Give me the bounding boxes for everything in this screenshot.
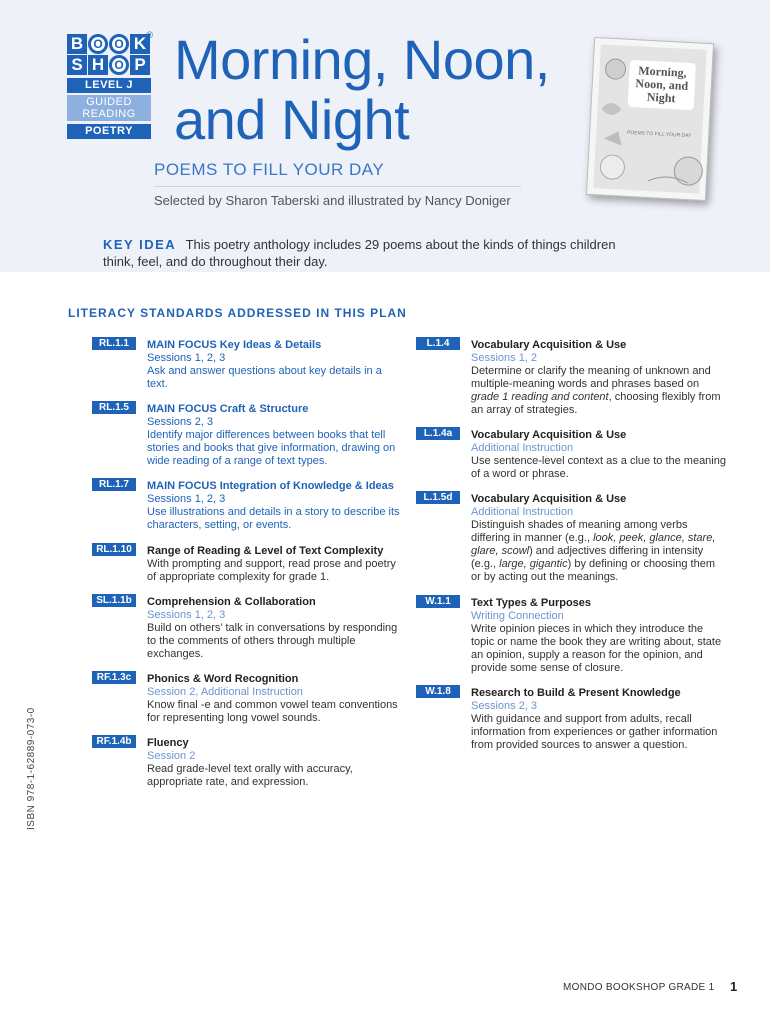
standard-code-badge: W.1.8 — [416, 685, 460, 698]
standard-session: Sessions 1, 2, 3 — [147, 609, 226, 621]
standard-session: Sessions 1, 2 — [471, 352, 538, 364]
title-line: Morning, Noon, — [174, 28, 550, 91]
standard-body — [471, 339, 726, 417]
logo-letter: P — [130, 55, 150, 75]
standard-code-badge: RL.1.1 — [92, 337, 136, 350]
level-label: LEVEL J — [67, 78, 151, 93]
standard-body — [471, 493, 726, 584]
standard-description: Use illustrations and details in a story to describe its characters, setting, or events. — [147, 506, 400, 531]
standard-session: Sessions 1, 2, 3 — [147, 352, 226, 364]
logo-letter: S — [67, 55, 87, 75]
standard-body — [147, 545, 402, 584]
standard-code-badge: SL.1.1b — [92, 594, 136, 607]
standard-body — [147, 339, 402, 391]
standard-title: MAIN FOCUS Key Ideas & Details — [147, 339, 322, 351]
logo-letter: O — [109, 34, 129, 54]
standard-body — [147, 673, 402, 725]
standard-session: Additional Instruction — [471, 442, 574, 454]
desc-text: Distinguish shades of meaning among verbs differing in manner (e.g., — [471, 519, 688, 544]
page-subtitle: POEMS TO FILL YOUR DAY — [154, 160, 385, 179]
standard-description: Build on others’ talk in conversations by responding to the comments of others through multiple exchanges. — [147, 622, 398, 660]
standard-title: MAIN FOCUS Integration of Knowledge & Ideas — [147, 480, 394, 492]
standard-description: With prompting and support, read prose and poetry of appropriate complexity for grade 1. — [147, 558, 396, 583]
desc-text: ) and adjectives differing in intensity (e.g., — [471, 545, 704, 570]
desc-example: large, gigantic — [499, 558, 568, 570]
standard-title: MAIN FOCUS Craft & Structure — [147, 403, 309, 415]
standard-title: Range of Reading & Level of Text Complexity — [147, 545, 384, 557]
standard-title: Comprehension & Collaboration — [147, 596, 316, 608]
cover-title: Morning, Noon, and Night — [628, 60, 696, 110]
standard-description: Use sentence-level context as a clue to the meaning of a word or phrase. — [471, 455, 726, 480]
standard-title: Phonics & Word Recognition — [147, 673, 299, 685]
logo-letter: O — [88, 34, 108, 54]
desc-example: grade 1 reading and content — [471, 391, 609, 403]
desc-text: , choosing flexibly from an array of strategies. — [471, 391, 721, 416]
standard-description — [471, 365, 726, 417]
standard-body — [471, 429, 726, 481]
standard-code-badge: RF.1.3c — [92, 671, 136, 684]
standard-body — [147, 737, 402, 789]
standard-body — [147, 480, 402, 532]
standard-code-badge: RL.1.10 — [92, 543, 136, 556]
standard-description: Read grade-level text orally with accuracy, appropriate rate, and expression. — [147, 763, 353, 788]
page-title — [174, 30, 550, 150]
logo-letter: H — [88, 55, 108, 75]
standard-title: Research to Build & Present Knowledge — [471, 687, 681, 699]
bookshop-logo — [67, 30, 153, 139]
standard-code-badge: RL.1.7 — [92, 478, 136, 491]
logo-letter: B — [67, 34, 87, 54]
standard-session: Sessions 1, 2, 3 — [147, 493, 226, 505]
standard-title: Fluency — [147, 737, 189, 749]
logo-letter: O — [109, 55, 129, 75]
key-idea — [103, 236, 643, 270]
standard-description: Identify major differences between books that tell stories and books that give information, drawing on wide reading of a range of text types. — [147, 429, 396, 467]
byline: Selected by Sharon Taberski and illustrated by Nancy Doniger — [154, 193, 511, 208]
standard-code-badge: W.1.1 — [416, 595, 460, 608]
logo-word-shop — [67, 55, 151, 75]
reading-text: READING — [82, 108, 136, 120]
key-idea-label: KEY IDEA — [103, 237, 177, 252]
standard-session: Session 2 — [147, 750, 196, 762]
standard-title: Vocabulary Acquisition & Use — [471, 339, 627, 351]
logo-word-book — [67, 34, 151, 54]
standard-code-badge: L.1.4 — [416, 337, 460, 350]
standard-body — [147, 596, 402, 661]
standard-session: Additional Instruction — [471, 506, 574, 518]
standard-session: Sessions 2, 3 — [147, 416, 214, 428]
page-number: 1 — [730, 979, 738, 994]
standard-description: With guidance and support from adults, recall information from experiences or gather information from provided sources to answer a question. — [471, 713, 718, 751]
genre-label: POETRY — [67, 124, 151, 139]
standard-description: Know final -e and common vowel team conventions for representing long vowel sounds. — [147, 699, 398, 724]
standard-title: Vocabulary Acquisition & Use — [471, 429, 627, 441]
desc-text: Determine or clarify the meaning of unknown and multiple-meaning words and phrases based on — [471, 365, 711, 390]
footer-text: MONDO BOOKSHOP GRADE 1 — [563, 982, 715, 993]
logo-letter: K — [130, 34, 150, 54]
isbn-number: ISBN 978-1-62889-073-0 — [26, 707, 37, 830]
standard-title: Vocabulary Acquisition & Use — [471, 493, 627, 505]
desc-example: look, peek, glance, stare, glare, scowl — [471, 532, 716, 557]
standard-code-badge: RF.1.4b — [92, 735, 136, 748]
standard-description: Ask and answer questions about key details in a text. — [147, 365, 382, 390]
standard-code-badge: L.1.5d — [416, 491, 460, 504]
standard-body — [471, 687, 726, 752]
standard-body — [147, 403, 402, 468]
standard-description: Write opinion pieces in which they introduce the topic or name the book they are writing about, state an opinion, supply a reason for the opinion, and provide some sense of closure. — [471, 623, 722, 674]
book-cover-image — [586, 37, 714, 201]
title-line: and Night — [174, 88, 410, 151]
standard-body — [471, 597, 726, 675]
desc-text: ) by defining or choosing them or by acting out the meanings. — [471, 558, 715, 583]
key-idea-text: This poetry anthology includes 29 poems about the kinds of things children think, feel, and do throughout their day. — [103, 237, 616, 269]
standard-session: Session 2, Additional Instruction — [147, 686, 303, 698]
standard-code-badge: RL.1.5 — [92, 401, 136, 414]
standards-heading: LITERACY STANDARDS ADDRESSED IN THIS PLAN — [68, 306, 407, 320]
guided-text: GUIDED — [86, 96, 132, 108]
guided-reading-label — [67, 95, 151, 121]
cover-subtitle: POEMS TO FILL YOUR DAY — [626, 129, 692, 140]
registered-mark: ® — [146, 30, 153, 40]
standard-description — [471, 519, 726, 584]
standard-session: Writing Connection — [471, 610, 564, 622]
standard-session: Sessions 2, 3 — [471, 700, 538, 712]
standard-code-badge: L.1.4a — [416, 427, 460, 440]
header-divider — [154, 186, 521, 187]
standard-title: Text Types & Purposes — [471, 597, 592, 609]
